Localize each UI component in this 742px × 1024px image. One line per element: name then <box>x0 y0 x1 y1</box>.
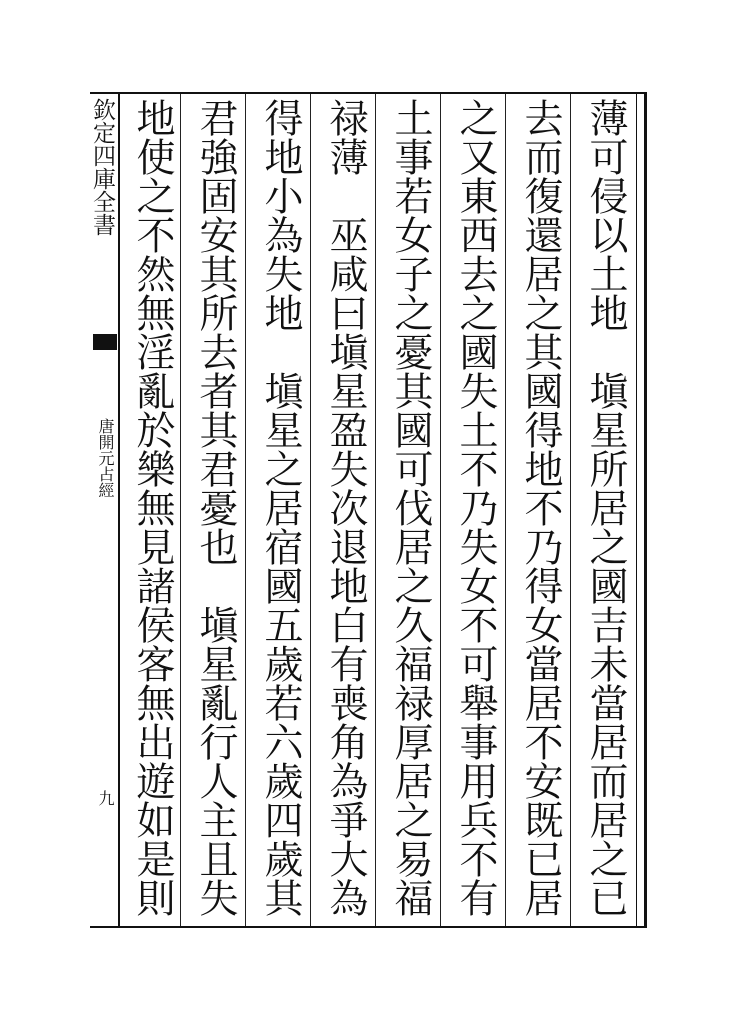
column-rule <box>440 94 441 926</box>
text-column: 禄薄 巫咸曰塡星盈失次退地白有喪角為爭大為 <box>323 98 368 917</box>
column-rule <box>375 94 376 926</box>
book-title: 欽定四庫全書 <box>89 98 115 236</box>
fishtail-mark <box>93 334 117 350</box>
page-number: 九 <box>96 790 115 806</box>
right-border-inner <box>636 94 637 926</box>
margin-strip-rule <box>118 94 120 926</box>
text-column: 得地小為失地 塡星之居宿國五歲若六歲四歲其 <box>258 98 303 917</box>
top-border <box>90 92 646 94</box>
text-column: 之又東西去之國失土不乃失女不可舉事用兵不有 <box>453 98 498 917</box>
chapter-title: 唐開元占經 <box>96 418 115 498</box>
column-rule <box>570 94 571 926</box>
right-border-outer <box>644 92 647 928</box>
text-column: 去而復還居之其國得地不乃得女當居不安既已居 <box>518 98 563 917</box>
text-column: 君強固安其所去者其君憂也 塡星亂行人主且失 <box>193 98 238 917</box>
column-rule <box>505 94 506 926</box>
text-column: 薄可侵以土地 塡星所居之國吉未當居而居之已 <box>583 98 628 917</box>
column-rule <box>245 94 246 926</box>
bottom-border <box>90 926 646 928</box>
column-rule <box>310 94 311 926</box>
text-column: 地使之不然無淫亂於樂無見諸侯客無出遊如是則 <box>130 98 175 917</box>
text-column: 土事若女子之憂其國可伐居之久福禄厚居之易福 <box>388 98 433 917</box>
